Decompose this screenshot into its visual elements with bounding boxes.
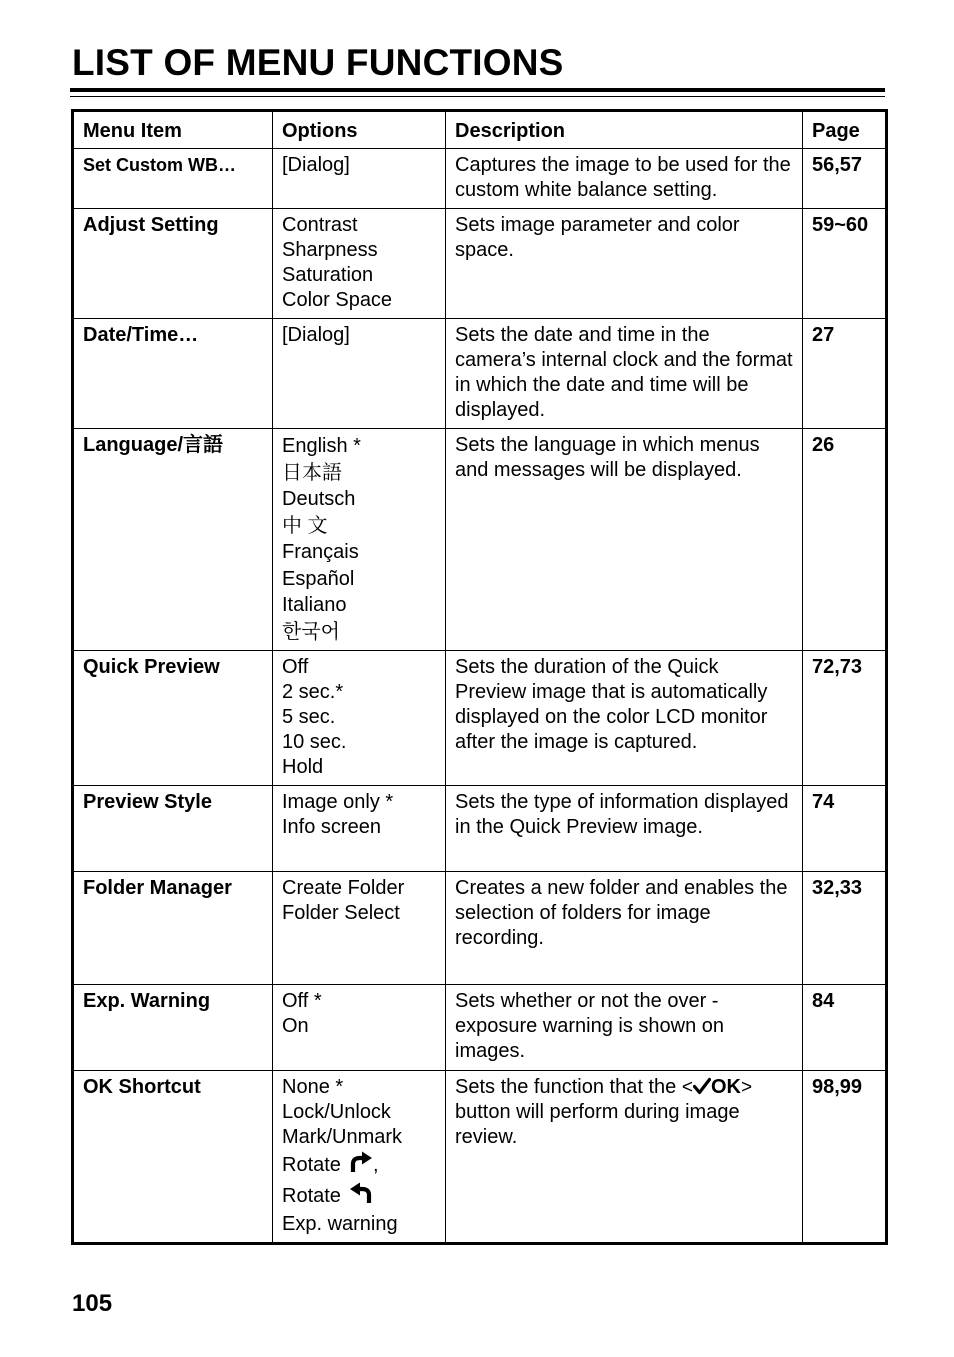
- menu-item-options: [273, 651, 446, 786]
- option: Image only *: [282, 791, 394, 813]
- option: Off: [282, 656, 309, 678]
- option: Folder Select: [282, 902, 400, 924]
- option: Lock/Unlock: [282, 1101, 391, 1123]
- option: Off *: [282, 990, 322, 1012]
- menu-item-description: Sets the date and time in the camera’s internal clock and the format in which the date and time will be displayed.: [446, 319, 803, 429]
- title-rule-thin: [70, 96, 885, 97]
- option: 日本語: [282, 461, 342, 484]
- page-reference: 98,99: [803, 1071, 887, 1244]
- menu-item-options: [273, 1071, 446, 1244]
- menu-functions-table: [71, 109, 888, 1245]
- option: Hold: [282, 756, 324, 778]
- option: Italiano: [282, 594, 347, 616]
- option-rotate-right: [282, 1150, 437, 1181]
- table-row: [73, 429, 887, 651]
- table-row: [73, 872, 887, 985]
- menu-item-name: Adjust Setting: [73, 209, 273, 319]
- menu-item-options: [273, 319, 446, 429]
- header-page: Page: [803, 111, 887, 149]
- header-options: Options: [273, 111, 446, 149]
- option: 中 文: [282, 514, 328, 537]
- menu-item-description: Sets whether or not the over - exposure warning is shown on images.: [446, 985, 803, 1071]
- option: 5 sec.: [282, 706, 336, 728]
- page-reference: 84: [803, 985, 887, 1071]
- menu-item-options: [273, 872, 446, 985]
- table-row: [73, 1071, 887, 1244]
- ok-label: OK: [710, 1076, 741, 1098]
- menu-item-name: Quick Preview: [73, 651, 273, 786]
- option: On: [282, 1015, 309, 1037]
- option: Français: [282, 541, 359, 563]
- option: Sharpness: [282, 239, 378, 261]
- option: None *: [282, 1076, 344, 1098]
- page-reference: 74: [803, 786, 887, 872]
- page-title: LIST OF MENU FUNCTIONS: [72, 42, 564, 83]
- menu-item-options: [273, 786, 446, 872]
- menu-item-name: Preview Style: [73, 786, 273, 872]
- table-row: [73, 209, 887, 319]
- menu-item-description: Sets the duration of the Quick Preview image that is automatically displayed on the color LCD monitor after the image is captured.: [446, 651, 803, 786]
- option: Deutsch: [282, 488, 356, 510]
- table-header-row: [73, 111, 887, 149]
- description-text: Sets the function that the: [455, 1076, 677, 1098]
- menu-item-options: [273, 429, 446, 651]
- option: Español: [282, 567, 355, 590]
- option: [Dialog]: [282, 154, 350, 176]
- description-text: button will perform during image review.: [455, 1101, 740, 1148]
- ok-button-symbol: < OK>: [681, 1076, 753, 1098]
- menu-item-options: [273, 149, 446, 209]
- table-row: [73, 786, 887, 872]
- option: English *: [282, 435, 361, 457]
- option-label: Rotate: [282, 1154, 341, 1176]
- menu-item-description: Sets the language in which menus and messages will be displayed.: [446, 429, 803, 651]
- option-rotate-left: [282, 1181, 437, 1212]
- page-reference: 27: [803, 319, 887, 429]
- table-row: [73, 149, 887, 209]
- page-reference: 56,57: [803, 149, 887, 209]
- menu-item-description: Sets the type of information displayed in the Quick Preview image.: [446, 786, 803, 872]
- menu-item-description: Captures the image to be used for the custom white balance setting.: [446, 149, 803, 209]
- menu-item-options: [273, 209, 446, 319]
- menu-item-name: Exp. Warning: [73, 985, 273, 1071]
- page-reference: 32,33: [803, 872, 887, 985]
- menu-item-description: [446, 1071, 803, 1244]
- rotate-clockwise-icon: [349, 1150, 373, 1181]
- option: Contrast: [282, 214, 358, 236]
- option: Mark/Unmark: [282, 1126, 403, 1148]
- menu-item-name: Set Custom WB…: [73, 149, 273, 209]
- table-row: [73, 651, 887, 786]
- option: 한국어: [282, 620, 340, 643]
- option: Saturation: [282, 264, 374, 286]
- checkmark-icon: [693, 1077, 711, 1095]
- title-rule-thick: [70, 88, 885, 92]
- menu-item-name: Date/Time…: [73, 319, 273, 429]
- option: Exp. warning: [282, 1213, 398, 1235]
- table-row: [73, 319, 887, 429]
- menu-item-description: Creates a new folder and enables the selection of folders for image recording.: [446, 872, 803, 985]
- option: Info screen: [282, 816, 381, 838]
- option: Color Space: [282, 289, 393, 311]
- menu-item-description: Sets image parameter and color space.: [446, 209, 803, 319]
- header-description: Description: [446, 111, 803, 149]
- option: Create Folder: [282, 877, 405, 899]
- page-reference: 72,73: [803, 651, 887, 786]
- menu-item-options: [273, 985, 446, 1071]
- option: 10 sec.: [282, 731, 347, 753]
- menu-item-name: Folder Manager: [73, 872, 273, 985]
- option: [Dialog]: [282, 324, 350, 346]
- header-menu-item: Menu Item: [73, 111, 273, 149]
- menu-item-name: OK Shortcut: [73, 1071, 273, 1244]
- table-row: [73, 985, 887, 1071]
- page-number: 105: [72, 1290, 113, 1317]
- option-separator: ,: [372, 1154, 379, 1176]
- page-reference: 26: [803, 429, 887, 651]
- option: 2 sec.*: [282, 681, 344, 703]
- page-reference: 59~60: [803, 209, 887, 319]
- menu-item-name: Language/言語: [73, 429, 273, 651]
- option-label: Rotate: [282, 1185, 341, 1207]
- rotate-counterclockwise-icon: [349, 1181, 373, 1212]
